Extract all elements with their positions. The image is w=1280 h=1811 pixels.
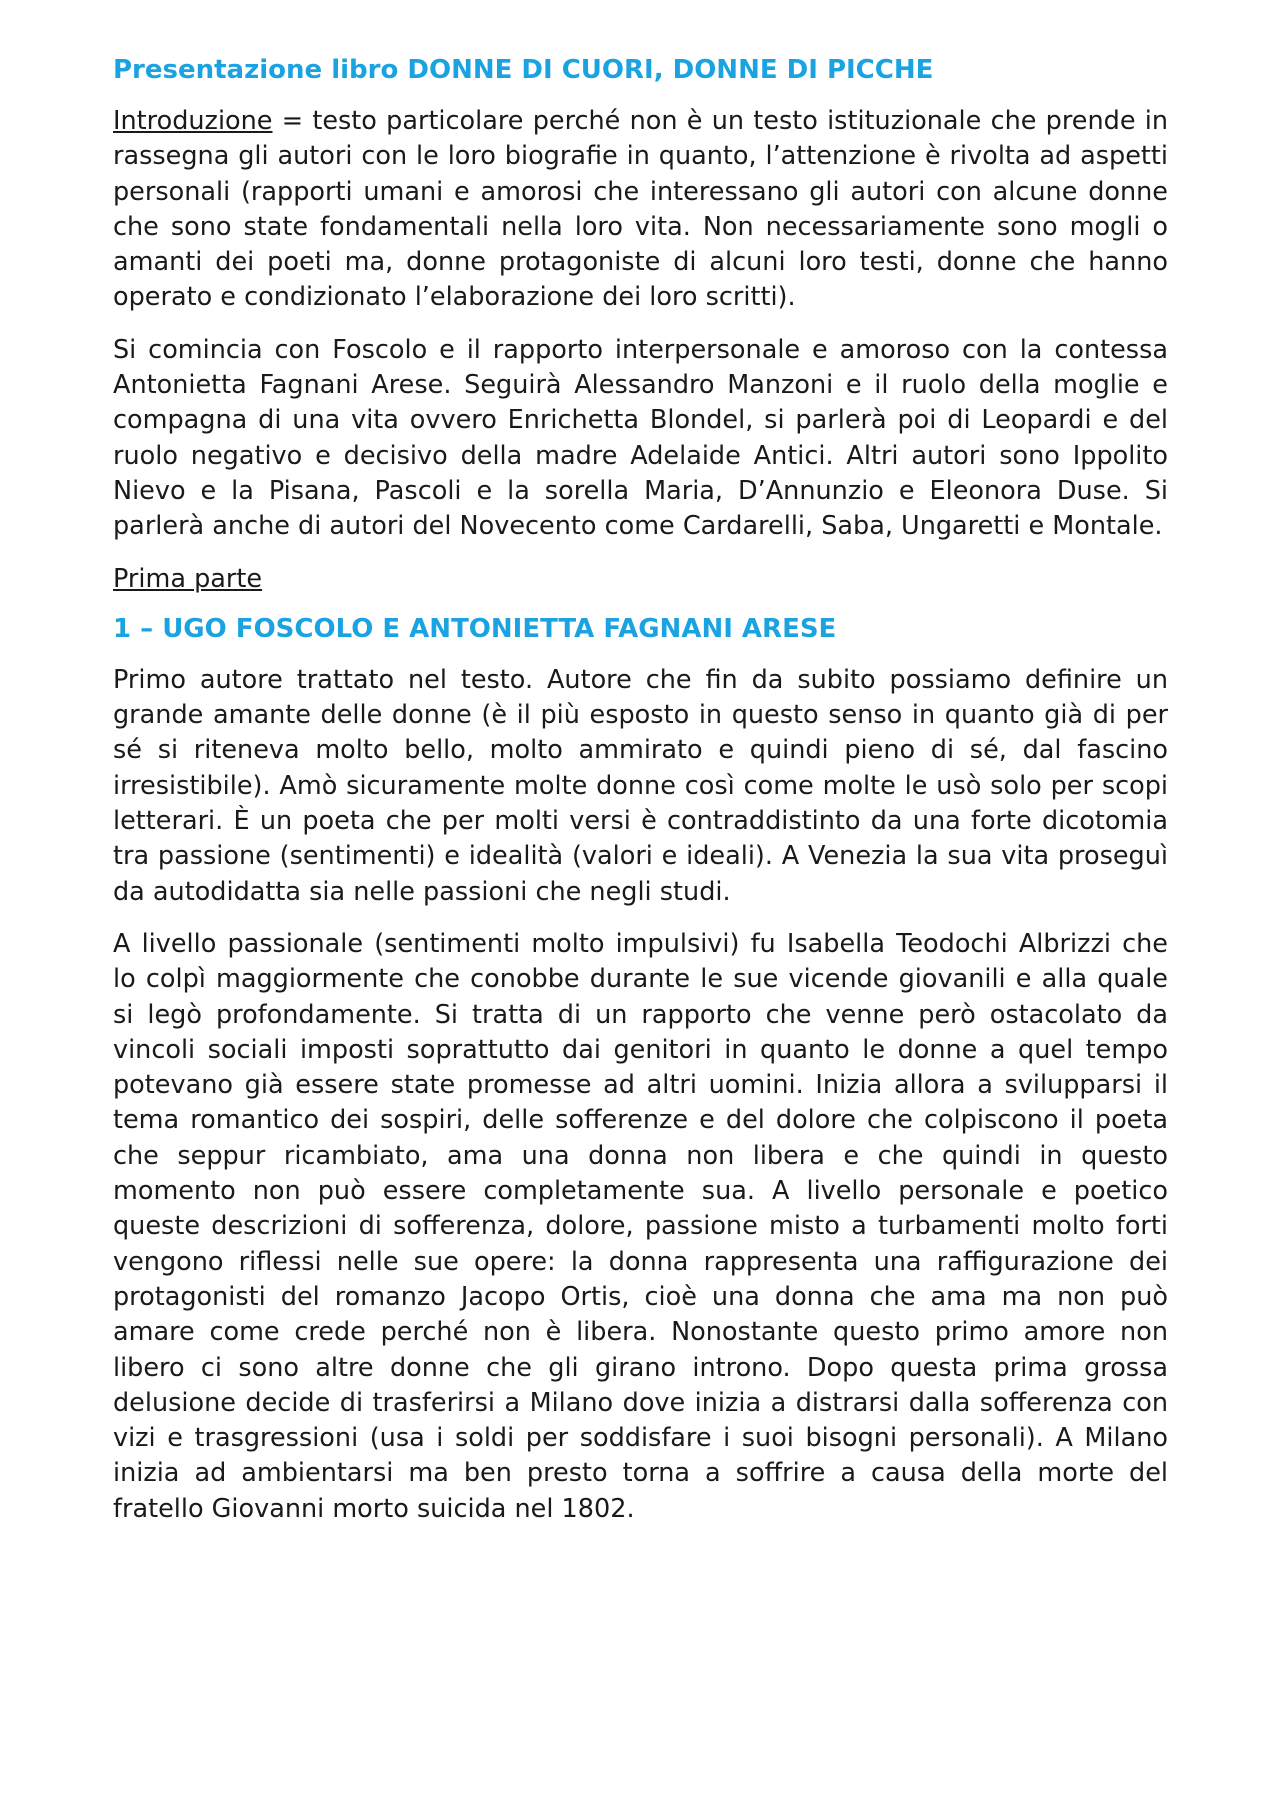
document-title: Presentazione libro DONNE DI CUORI, DONNE DI PICCHE [113, 55, 934, 85]
section-title-foscolo: 1 – UGO FOSCOLO E ANTONIETTA FAGNANI ARESE [113, 613, 837, 644]
document-page [113, 52, 1168, 1544]
paragraph-foscolo-intro: Primo autore trattato nel testo. Autore che fin da subito possiamo definire un grande amante delle donne (è il più esposto in questo senso in quanto già di per sé si riteneva molto bello, molto ammirato e quindi pieno di sé, dal fascino irresistibile). Amò sicuramente molte donne così come molte le usò solo per scopi letterari. È un poeta che per molti versi è contraddistinto da una forte dicotomia tra passione (sentimenti) e idealità (valori e ideali). A Venezia la sua vita proseguì da autodidatta sia nelle passioni che negli studi. [113, 664, 1168, 907]
part-heading: Prima parte [113, 563, 263, 594]
paragraph-authors-overview: Si comincia con Foscolo e il rapporto interpersonale e amoroso con la contessa Antonietta Fagnani Arese. Seguirà Alessandro Manzoni e il ruolo della moglie e compagna di una vita ovvero Enrichetta Blondel, si parlerà poi di Leopardi e del ruolo negativo e decisivo della madre Adelaide Antici. Altri autori sono Ippolito Nievo e la Pisana, Pascoli e la sorella Maria, D’Annunzio e Eleonora Duse. Si parlerà anche di autori del Novecento come Cardarelli, Saba, Ungaretti e Montale. [113, 334, 1168, 542]
intro-paragraph [113, 104, 1168, 316]
intro-label: Introduzione [113, 106, 273, 136]
intro-text: = testo particolare perché non è un testo istituzionale che prende in rassegna gli autori con le loro biografie in quanto, l’attenzione è rivolta ad aspetti personali (rapporti umani e amorosi che interessano gli autori con alcune donne che sono state fondamentali nella loro vita. Non necessariamente sono mogli o amanti dei poeti ma, donne protagoniste di alcuni loro testi, donne che hanno operato e condizionato l’elaborazione dei loro scritti). [113, 106, 1168, 313]
paragraph-foscolo-passion: A livello passionale (sentimenti molto impulsivi) fu Isabella Teodochi Albrizzi che lo colpì maggiormente che conobbe durante le sue vicende giovanili e alla quale si legò profondamente. Si tratta di un rapporto che venne però ostacolato da vincoli sociali imposti soprattutto dai genitori in quanto le donne a quel tempo potevano già essere state promesse ad altri uomini. Inizia allora a svilupparsi il tema romantico dei sospiri, delle sofferenze e del dolore che colpiscono il poeta che seppur ricambiato, ama una donna non libera e che quindi in questo momento non può essere completamente sua. A livello personale e poetico queste descrizioni di sofferenza, dolore, passione misto a turbamenti molto forti vengono riflessi nelle sue opere: la donna rappresenta una raffigurazione dei protagonisti del romanzo Jacopo Ortis, cioè una donna che ama ma non può amare come crede perché non è libera. Nonostante questo primo amore non libero ci sono altre donne che gli girano introno. Dopo questa prima grossa delusione decide di trasferirsi a Milano dove inizia a distrarsi dalla sofferenza con vizi e trasgressioni (usa i soldi per soddisfare i suoi bisogni personali). A Milano inizia ad ambientarsi ma ben presto torna a soffrire a causa della morte del fratello Giovanni morto suicida nel 1802. [113, 928, 1168, 1524]
